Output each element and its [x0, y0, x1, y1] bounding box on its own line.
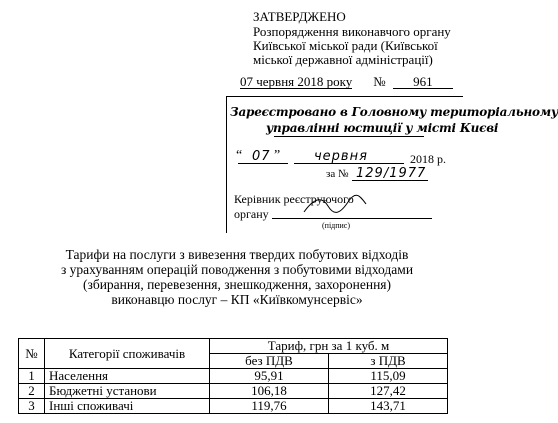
title-line-2: з урахуванням операцій поводження з побутовими відходами	[60, 262, 414, 277]
order-date: 07 червня 2018 року	[240, 74, 353, 89]
row-without-vat: 95,91	[210, 369, 329, 384]
stamp-line-2-underline	[274, 136, 424, 137]
date-close-quote: ”	[274, 148, 281, 163]
reg-number-underline	[352, 180, 428, 181]
table-header-row	[19, 339, 448, 354]
reg-number: 129/1977	[356, 166, 427, 181]
signer-label-2: органу	[234, 207, 269, 221]
title-line-1: Тарифи на послуги з вивезення твердих побутових відходів	[65, 247, 409, 262]
row-without-vat: 119,76	[210, 399, 329, 414]
header-with-vat: з ПДВ	[329, 354, 448, 369]
order-line	[240, 75, 453, 89]
title-line-4: виконавцю послуг – КП «Київкомунсервіс»	[111, 292, 363, 307]
table-row	[19, 399, 448, 414]
order-number: 961	[393, 75, 453, 89]
header-without-vat: без ПДВ	[210, 354, 329, 369]
row-with-vat: 143,71	[329, 399, 448, 414]
signature-mark	[300, 192, 370, 218]
date-open-quote: “	[236, 148, 243, 163]
registration-stamp	[204, 96, 558, 236]
row-no: 3	[19, 399, 45, 414]
approval-line-1: Розпорядження виконавчого органу	[253, 24, 451, 39]
header-tariff: Тариф, грн за 1 куб. м	[210, 339, 448, 354]
header-no: №	[19, 339, 45, 369]
row-no: 2	[19, 384, 45, 399]
row-with-vat: 127,42	[329, 384, 448, 399]
reg-month-underline	[294, 163, 404, 164]
approval-line-2: Київської міської ради (Київської	[253, 38, 438, 53]
signer-label-1: Керівник реєструючого	[234, 192, 354, 206]
reg-day-underline	[238, 163, 288, 164]
approval-heading: ЗАТВЕРДЖЕНО	[253, 9, 346, 24]
signature-caption: (підпис)	[322, 221, 351, 230]
row-with-vat: 115,09	[329, 369, 448, 384]
tariff-table	[18, 338, 448, 414]
reg-year: 2018 р.	[410, 152, 446, 166]
reg-number-label: за №	[326, 168, 349, 180]
row-category: Бюджетні установи	[45, 384, 210, 399]
signature-line	[272, 218, 432, 219]
stamp-line-2: управлінні юстиції у місті Києві	[266, 121, 499, 135]
title-line-3: (збирання, перевезення, знешкодження, захоронення)	[83, 277, 391, 292]
row-category: Інші споживачі	[45, 399, 210, 414]
stamp-line-1: Зареєстровано в Головному територіальному	[230, 105, 558, 119]
row-no: 1	[19, 369, 45, 384]
reg-day: 07	[252, 149, 271, 164]
order-number-label: №	[373, 74, 386, 89]
row-category: Населення	[45, 369, 210, 384]
approval-line-3: міської державної адміністрації)	[253, 52, 433, 67]
table-row	[19, 384, 448, 399]
document-title	[0, 247, 474, 307]
table-row	[19, 369, 448, 384]
row-without-vat: 106,18	[210, 384, 329, 399]
reg-month: червня	[314, 149, 368, 164]
header-category: Категорії споживачів	[45, 339, 210, 369]
